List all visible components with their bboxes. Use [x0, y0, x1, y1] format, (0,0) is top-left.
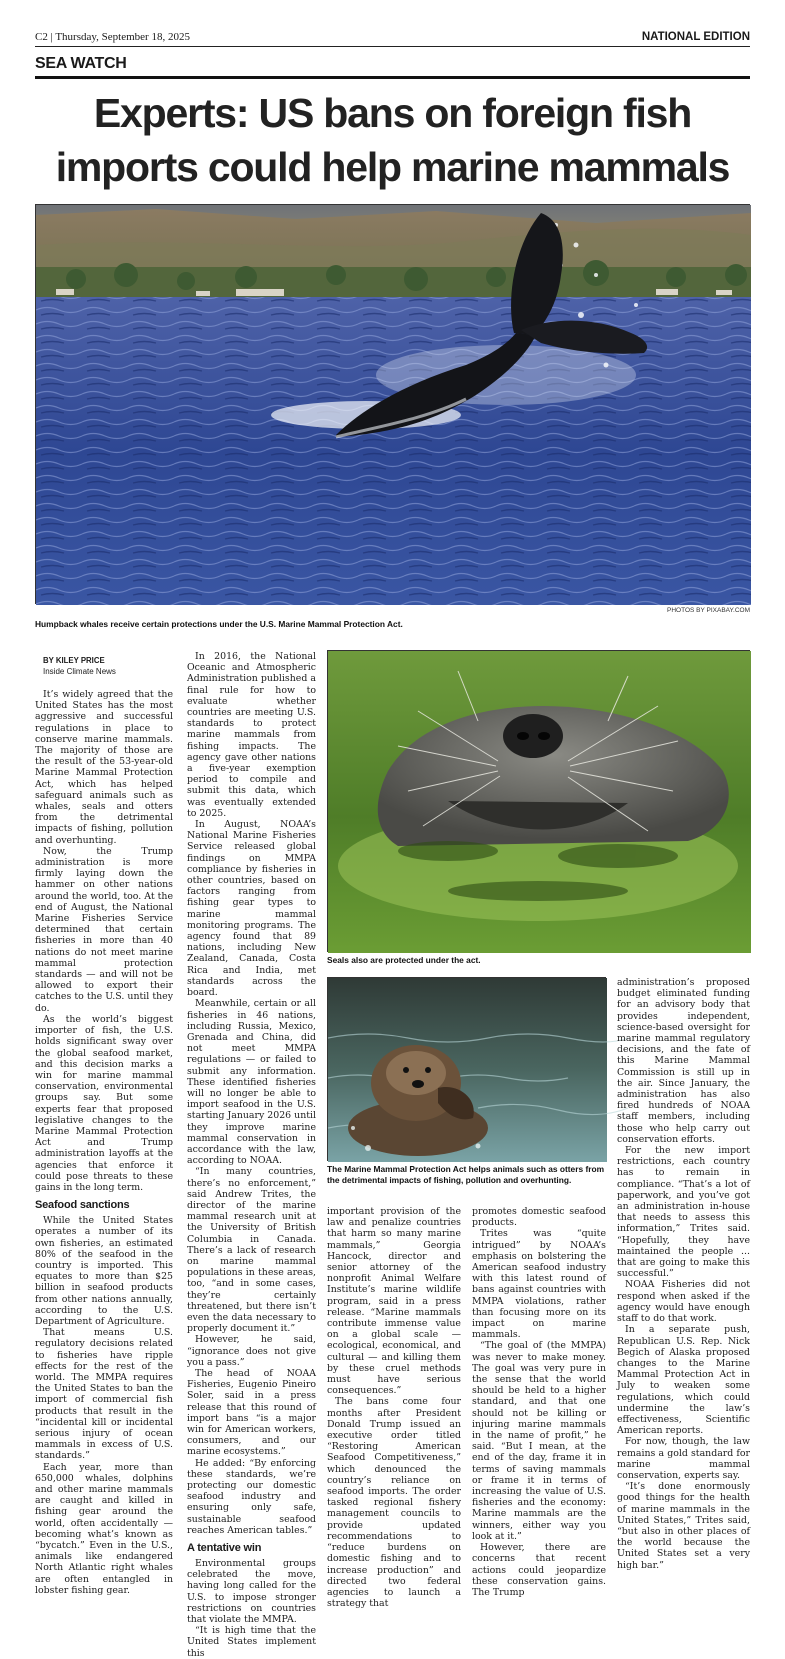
whale-tail-photo: [35, 204, 750, 604]
paragraph: He added: “By enforcing these standards, we’re protecting our domestic seafood industry and ensuring only safe, sustainable seafood reaches American tables.”: [187, 1457, 316, 1536]
paragraph: The bans come four months after President Donald Trump issued an executive order titled “Restoring American Seafood Competitiveness,” which denounced the country’s reliance on seafood imports. The order tasked regional fishery management councils to provide updated recommendations to “reduce burdens on domestic fishing and to increase production” and directed two federal agencies to launch a strategy that: [327, 1396, 461, 1610]
paragraph: However, there are concerns that recent actions could jeopardize these conservation gains. The Trump: [472, 1542, 606, 1598]
paragraph: “It is high time that the United States implement this: [187, 1625, 316, 1659]
folio: C2 | Thursday, September 18, 2025: [35, 31, 190, 43]
paragraph: In 2016, the National Oceanic and Atmospheric Administration published a final rule for how to evaluate whether countries are meeting U.S. standards to protect marine mammals from fishing impacts. The agency gave other nations a five-year exemption period to compile and submit this data, which was eventually extended to 2025.: [187, 651, 316, 819]
subhead-seafood-sanctions: Seafood sanctions: [35, 1199, 130, 1212]
paragraph: In a separate push, Republican U.S. Rep. Nick Begich of Alaska proposed changes to the Marine Mammal Protection Act in July to weaken some regulations, which could undermine the law’s effectiveness, Scientific American reports.: [617, 1324, 750, 1437]
paragraph: “In many countries, there’s no enforcement,” said Andrew Trites, the director of the marine mammal research unit at the University of British Columbia in Canada. There’s a lack of research on marine mammal populations in these areas, too, “and in some cases, they’re certainly threatened, but there isn’t even the data necessary to properly document it.”: [187, 1166, 316, 1335]
article-column-3: [327, 1206, 461, 1609]
paragraph: For now, though, the law remains a gold standard for marine mammal conservation, experts say.: [617, 1436, 750, 1481]
paragraph: However, he said, “ignorance does not give you a pass.”: [187, 1334, 316, 1368]
paragraph: promotes domestic seafood products.: [472, 1206, 606, 1229]
paragraph: The head of NOAA Fisheries, Eugenio Pineiro Soler, said in a press release that this round of import bans “is a major win for American workers, consumers, and our marine ecosystems.”: [187, 1368, 316, 1458]
otter-caption: The Marine Mammal Protection Act helps animals such as otters from the detrimental impacts of fishing, pollution and overhunting.: [327, 1164, 605, 1185]
seal-caption: Seals also are protected under the act.: [327, 955, 481, 965]
article-column-5: [617, 977, 750, 1571]
paragraph: It’s widely agreed that the United States has the most aggressive and successful regulations in place to conserve marine mammals. The majority of those are the result of the 53-year-old Marine Mammal Protection Act, which has helped safeguard animals such as whales, seals and otters from the detrimental impacts of fishing, pollution and overhunting.: [35, 689, 173, 846]
paragraph: Each year, more than 650,000 whales, dolphins and other marine mammals are caught and killed in fishing gear around the world, often accidentally — becoming what’s known as “bycatch.” Even in the U.S., animals like endangered North Atlantic right whales are often entangled in lobster fishing gear.: [35, 1461, 173, 1596]
paragraph: NOAA Fisheries did not respond when asked if the agency would have enough staff to do that work.: [617, 1279, 750, 1325]
paragraph: Environmental groups celebrated the move, having long called for the U.S. to impose stronger restrictions on countries that violate the MMPA.: [187, 1558, 316, 1626]
paragraph: For the new import restrictions, each country has to remain in compliance. “That’s a lot of paperwork, and you’ve got an administration in-house that needs to assess this information,” Trites said. “Hopefully, they have maintained the people ... that are going to make this successful.”: [617, 1145, 750, 1280]
paragraph: In August, NOAA’s National Marine Fisheries Service released global findings on MMPA compliance by fisheries in other countries, based on factors ranging from fishing gear types to marine mammal monitoring programs. The agency found that 89 nations, including New Zealand, Canada, Costa Rica and India, met standards across the board.: [187, 819, 316, 999]
paragraph: Trites was “quite intrigued” by NOAA’s emphasis on bolstering the American seafood industry with this latest round of bans against countries with MMPA violations, rather than focusing more on its impact on marine mammals.: [472, 1228, 606, 1341]
article-column-1: [35, 655, 173, 1596]
headline: [35, 86, 750, 194]
paragraph: administration’s proposed budget eliminated funding for an advisory body that provides independent, science-based oversight for marine mammal regulatory decisions, and the fate of this Marine Mammal Commission is still up in the air. Since January, the administration has also fired hundreds of NOAA staff members, including those who help carry out conservation efforts.: [617, 977, 750, 1145]
paragraph: Now, the Trump administration is more firmly laying down the hammer on other nations around the world, too. At the end of August, the National Marine Fisheries Service determined that certain fisheries in more than 40 nations do not meet marine mammal protection standards — and will not be allowed to export their catches to the U.S. until they do.: [35, 845, 173, 1014]
seal-photo: [327, 650, 750, 952]
page-header: [35, 31, 750, 47]
byline-org: Inside Climate News: [43, 667, 116, 676]
article-column-2: [187, 651, 316, 1659]
hero-caption: Humpback whales receive certain protections under the U.S. Marine Mammal Protection Act.: [35, 619, 403, 629]
section-title: SEA WATCH: [35, 52, 750, 79]
paragraph: That means U.S. regulatory decisions related to fisheries have ripple effects for the rest of the world. The MMPA requires the United States to ban the import of commercial fish products that result in the “incidental kill or incidental serious injury of ocean mammals in excess of U.S. standards.”: [35, 1327, 173, 1462]
paragraph: important provision of the law and penalize countries that harm so many marine mammals,” Georgia Hancock, director and senior attorney of the nonprofit Animal Welfare Institute’s marine wildlife program, said in a press release. “Marine mammals contribute immense value on a global scale —ecological, economical, and cultural — and killing them by these cruel methods must have serious consequences.”: [327, 1206, 461, 1397]
paragraph: “It’s done enormously good things for the health of marine mammals in the United States,” Trites said, “but also in other places of the world because the United States set a very high bar.”: [617, 1481, 750, 1571]
paragraph: While the United States operates a number of its own fisheries, an estimated 80% of the seafood in the country is imported. This equates to more than $25 billion in seafood products from other nations annually, according to the U.S. Department of Agriculture.: [35, 1215, 173, 1327]
paragraph: Meanwhile, certain or all fisheries in 46 nations, including Russia, Mexico, Grenada and China, did not meet MMPA regulations — or failed to submit any information. These identified fisheries will no longer be able to import seafood in the U.S. starting January 2026 until they improve marine mammal conservation in accordance with the law, according to NOAA.: [187, 998, 316, 1167]
headline-line-2: imports could help marine mammals: [55, 144, 730, 190]
paragraph: “The goal of (the MMPA) was never to make money. The goal was very pure in the sense that the world should be held to a higher standard, and that one should not be killing or injuring marine mammals in the name of profit,” he said. “But I mean, at the end of the day, frame it in terms of saving mammals or frame it in terms of increasing the value of U.S. fisheries and the economy: Marine mammals are the winners, either way you look at it.”: [472, 1340, 606, 1542]
otter-photo: [327, 977, 606, 1161]
edition-label: NATIONAL EDITION: [641, 31, 750, 43]
headline-line-1: Experts: US bans on foreign fish: [93, 90, 692, 136]
article-column-4: [472, 1206, 606, 1598]
subhead-tentative-win: A tentative win: [187, 1542, 262, 1555]
photo-credit: PHOTOS BY PIXABAY.COM: [667, 607, 750, 614]
byline-author: BY KILEY PRICE: [43, 656, 105, 665]
paragraph: As the world’s biggest importer of fish, the U.S. holds significant sway over the global seafood market, and this decision marks a win for marine mammal conservation, environmental groups say. But some experts fear that proposed legislative changes to the Marine Mammal Protection Act and Trump administration layoffs at the agencies that enforce it could pose threats to these gains in the long term.: [35, 1013, 173, 1193]
